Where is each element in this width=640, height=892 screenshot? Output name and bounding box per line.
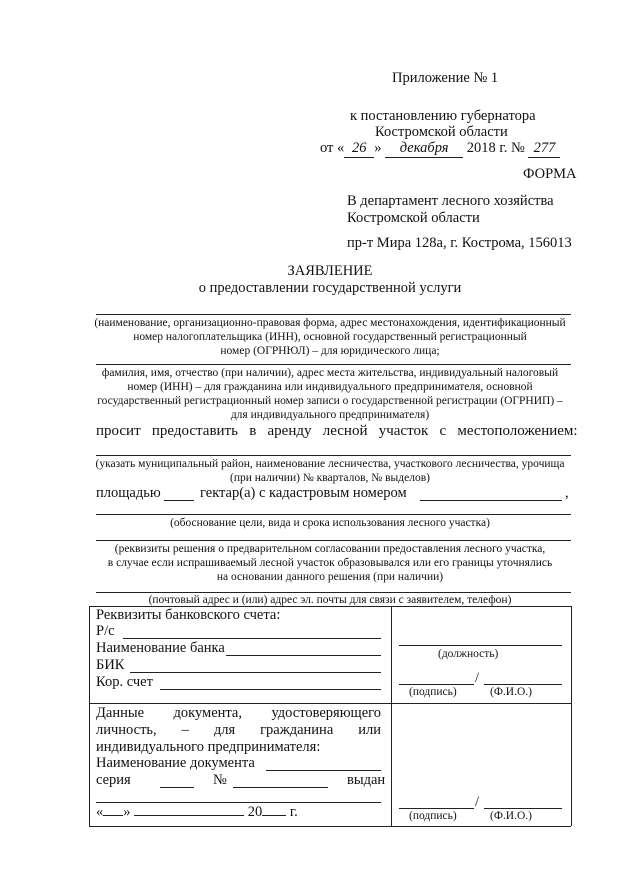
issue-year-suffix: г.	[289, 804, 298, 820]
doc-number-field[interactable]	[233, 787, 328, 788]
bik-field[interactable]	[130, 672, 381, 673]
hint-legal-3: номер (ОГРНЮЛ) – для юридического лица;	[220, 345, 440, 357]
hint-decision-1: (реквизиты решения о предварительном согласовании предоставления лесного участка,	[114, 543, 546, 555]
identity-word-7: гражданина	[260, 722, 334, 738]
identity-slash: /	[475, 794, 480, 810]
request-text: просит предоставить в аренду лесной участок с местоположением:	[96, 423, 578, 439]
identity-word-2: документа,	[173, 705, 242, 721]
bank-title: Реквизиты банковского счета:	[96, 607, 281, 623]
applicant-legal-field[interactable]	[96, 314, 571, 315]
table-right-border	[571, 606, 572, 826]
issue-date	[96, 804, 298, 821]
bank-signature-hint: (подпись)	[409, 686, 457, 698]
account-label: Р/с	[96, 623, 115, 639]
date-close-quote: »	[123, 804, 131, 820]
hint-purpose: (обоснование цели, вида и срока использования лесного участка)	[170, 517, 490, 529]
date-prefix: от «	[320, 140, 345, 156]
bank-slash: /	[475, 670, 480, 686]
series-label: серия	[96, 772, 131, 788]
issue-month-field[interactable]	[134, 815, 244, 816]
issued-label: выдан	[347, 772, 386, 788]
date-day: 26	[344, 140, 374, 158]
decision-field[interactable]	[96, 540, 571, 541]
doc-name-field[interactable]	[266, 770, 381, 771]
identity-fio-hint: (Ф.И.О.)	[490, 810, 532, 822]
identity-signature-hint: (подпись)	[409, 810, 457, 822]
appendix-label: Приложение № 1	[392, 70, 499, 86]
contacts-field[interactable]	[96, 592, 571, 593]
identity-word-1: Данные	[96, 705, 145, 721]
position-hint: (должность)	[438, 648, 499, 660]
bank-name-field[interactable]	[226, 655, 381, 656]
table-left-border	[89, 606, 90, 826]
position-field[interactable]	[399, 645, 562, 646]
hint-location-1: (указать муниципальный район, наименование лесничества, участкового лесничества, урочища	[95, 458, 565, 470]
identity-word-8: или	[358, 722, 381, 738]
area-label: площадью	[96, 485, 161, 501]
table-bottom-border	[89, 826, 571, 827]
applicant-person-field[interactable]	[96, 364, 571, 365]
table-divider	[391, 606, 392, 826]
account-field[interactable]	[123, 638, 381, 639]
identity-word-5: –	[181, 722, 189, 738]
cadastral-number-field[interactable]	[420, 500, 562, 501]
hint-decision-3: на основании данного решения (при наличии)	[216, 571, 444, 583]
date-open-quote: «	[96, 804, 104, 820]
hint-person-3: государственный регистрационный номер записи о государственной регистрации (ОГРНИП) –	[97, 395, 563, 407]
hint-person-1: фамилия, имя, отчество (при наличии), адрес места жительства, индивидуальный налоговый	[101, 367, 559, 379]
bank-signature-field[interactable]	[399, 684, 474, 685]
issue-year-field[interactable]	[262, 815, 286, 816]
identity-signature-field[interactable]	[399, 808, 474, 809]
table-middle-border	[89, 703, 571, 704]
hint-legal-2: номер налогоплательщика (ИНН), основной государственный регистрационный	[133, 331, 527, 343]
document-title: ЗАЯВЛЕНИЕ	[287, 263, 373, 279]
area-comma: ,	[565, 485, 569, 501]
doc-name-label: Наименование документа	[96, 755, 255, 771]
hint-location-2: (при наличии) № кварталов, № выделов)	[230, 472, 430, 484]
document-subtitle: о предоставлении государственной услуги	[198, 280, 462, 296]
area-unit-label: гектар(а) с кадастровым номером	[200, 485, 407, 501]
corr-account-field[interactable]	[160, 689, 381, 690]
bank-name-sign-field[interactable]	[484, 684, 562, 685]
number-sign-label: №	[213, 772, 227, 788]
recipient-address: пр-т Мира 128а, г. Кострома, 156013	[347, 235, 572, 251]
resolution-date	[320, 140, 560, 158]
resolution-number: 277	[528, 140, 560, 158]
bank-name-label: Наименование банка	[96, 640, 225, 656]
region-label: Костромской области	[375, 124, 508, 140]
series-field[interactable]	[160, 787, 194, 788]
form-label: ФОРМА	[523, 166, 577, 182]
recipient-line-1: В департамент лесного хозяйства	[347, 193, 554, 209]
recipient-line-2: Костромской области	[347, 210, 480, 226]
identity-word-3: удостоверяющего	[271, 705, 381, 721]
identity-word-4: личность,	[96, 722, 157, 738]
hint-person-4: для индивидуального предпринимателя)	[230, 409, 430, 421]
date-sep: »	[374, 140, 382, 156]
issued-by-field[interactable]	[96, 802, 381, 803]
hint-decision-2: в случае если испрашиваемый лесной участок образовывался или его границы уточнялись	[107, 557, 553, 569]
corr-account-label: Кор. счет	[96, 674, 153, 690]
resolution-label: к постановлению губернатора	[350, 108, 536, 124]
issue-day-field[interactable]	[103, 815, 123, 816]
hint-legal-1: (наименование, организационно-правовая форма, адрес местонахождения, идентификационный	[94, 317, 566, 329]
issue-year-prefix: 20	[247, 804, 263, 820]
hint-contacts: (почтовый адрес и (или) адрес эл. почты для связи с заявителем, телефон)	[148, 594, 512, 606]
purpose-field[interactable]	[96, 514, 571, 515]
identity-line-2	[96, 722, 381, 739]
identity-line-1	[96, 705, 381, 722]
bik-label: БИК	[96, 657, 125, 673]
date-month: декабря	[385, 140, 463, 158]
location-field[interactable]	[96, 455, 571, 456]
identity-name-sign-field[interactable]	[484, 808, 562, 809]
date-year: 2018 г. №	[466, 140, 525, 156]
identity-word-6: для	[213, 722, 236, 738]
bank-fio-hint: (Ф.И.О.)	[490, 686, 532, 698]
hint-person-2: номер (ИНН) – для гражданина или индивидуального предпринимателя, основной	[127, 381, 533, 393]
identity-line-3: индивидуального предпринимателя:	[96, 739, 321, 755]
area-field[interactable]	[164, 500, 194, 501]
